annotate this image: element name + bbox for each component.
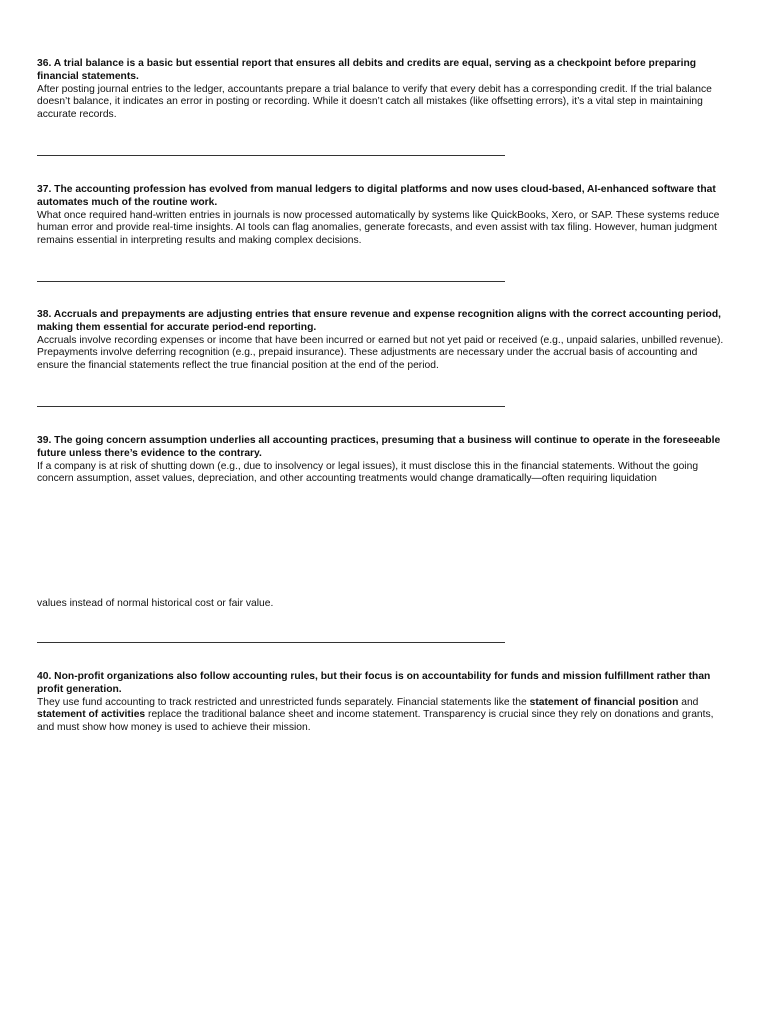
answer-40-text-3: replace the traditional balance sheet and income statement. Transparency is crucial since they rely on donations and grants, and must show how money is used to achieve their mission.	[37, 709, 714, 734]
question-39-answer-continuation: values instead of normal historical cost or fair value.	[37, 598, 274, 609]
question-38-answer: Accruals involve recording expenses or income that have been incurred or earned but not yet paid or received (e.g., unpaid salaries, unbilled revenue). Prepayments involve deferring recognition (e.g., prepaid insurance). These adjustments are necessary under the accrual basis of accounting and ensure the financial statements reflect the true financial position at the end of the period.	[37, 334, 724, 372]
question-40-answer	[37, 697, 731, 735]
answer-line-36	[37, 155, 505, 156]
answer-40-term-financial-position: statement of financial position	[529, 696, 679, 708]
question-37-heading: 37. The accounting profession has evolved from manual ledgers to digital platforms and now uses cloud-based, AI-enhanced software that automates much of the routine work.	[37, 184, 716, 208]
answer-40-term-activities: statement of activities	[37, 709, 146, 721]
answer-line-37	[37, 281, 505, 282]
question-40-heading: 40. Non-profit organizations also follow accounting rules, but their focus is on accountability for funds and mission fulfillment rather than profit generation.	[37, 671, 711, 695]
question-37	[37, 184, 731, 248]
answer-40-text-1: They use fund accounting to track restricted and unrestricted funds separately. Financial statements like the	[37, 696, 530, 708]
answer-line-39	[37, 642, 505, 643]
question-38	[37, 309, 731, 373]
question-36-heading: 36. A trial balance is a basic but essential report that ensures all debits and credits are equal, serving as a checkpoint before preparing financial statements.	[37, 58, 697, 82]
question-37-answer: What once required hand-written entries in journals is now processed automatically by systems like QuickBooks, Xero, or SAP. These systems reduce human error and provide real-time insights. AI tools can flag anomalies, generate forecasts, and even assist with tax filing. However, human judgment remains essential in interpreting results and making complex decisions.	[37, 209, 720, 247]
question-36-answer: After posting journal entries to the ledger, accountants prepare a trial balance to verify that every debit has a corresponding credit. If the trial balance doesn’t balance, it indicates an error in posting or recording. While it doesn’t catch all mistakes (like offsetting errors), it’s a vital step in maintaining accurate records.	[37, 83, 712, 121]
question-39	[37, 435, 731, 486]
question-36	[37, 58, 731, 122]
answer-40-text-2: and	[678, 696, 699, 708]
question-39-answer: If a company is at risk of shutting down (e.g., due to insolvency or legal issues), it must disclose this in the financial statements. Without the going concern assumption, asset values, depreciation, and other accounting treatments would change dramatically—often requiring liquidation	[37, 460, 699, 485]
answer-line-38	[37, 406, 505, 407]
question-39-heading: 39. The going concern assumption underlies all accounting practices, presuming that a business will continue to operate in the foreseeable future unless there’s evidence to the contrary.	[37, 435, 721, 459]
question-38-heading: 38. Accruals and prepayments are adjusting entries that ensure revenue and expense recognition aligns with the correct accounting period, making them essential for accurate period-end reporting.	[37, 309, 721, 333]
question-40	[37, 671, 731, 735]
